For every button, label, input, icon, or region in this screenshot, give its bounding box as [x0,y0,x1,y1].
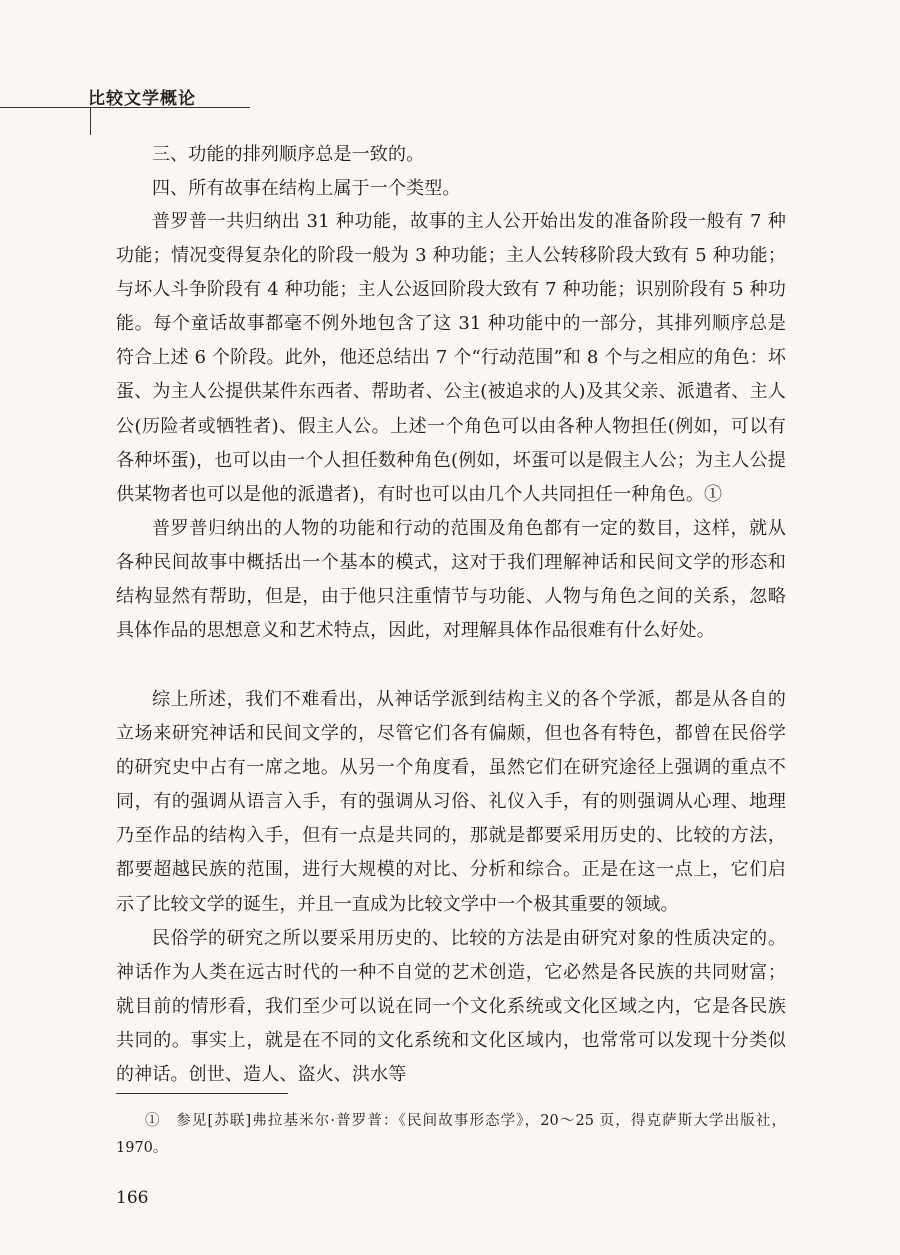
footnote: ① 参见[苏联]弗拉基米尔·普罗普：《民间故事形态学》，20～25 页，得克萨斯大学出版社，1970。 [116,1113,786,1156]
paragraph-folklore-method: 民俗学的研究之所以要采用历史的、比较的方法是由研究对象的性质决定的。神话作为人类在远古时代的一种不自觉的艺术创造，它必然是各民族的共同财富；就目前的情形看，我们至少可以说在同一个文化系统或文化区域之内，它是各民族共同的。事实上，就是在不同的文化系统和文化区域内，也常常可以发现十分类似的神话。创世、造人、盗火、洪水等 [116,928,786,1086]
paragraph-item-3: 三、功能的排列顺序总是一致的。 [152,144,425,165]
running-header: 比较文学概论 [88,89,196,109]
header-vertical-rule [90,107,91,135]
paragraph-propp-functions: 普罗普一共归纳出 31 种功能，故事的主人公开始出发的准备阶段一般有 7 种功能；情况变得复杂化的阶段一般为 3 种功能；主人公转移阶段大致有 5 种功能；与坏人斗争阶段有 4 种功能；主人公返回阶段大致有 7 种功能；识别阶段有 5 种功能。每个童话故事都毫不例外地包含了这 31 种功能中的一部分，其排列顺序总是符合上述 6 个阶段。此外，他还总结出 7 个“行动范围”和 8 个与之相应的角色：坏蛋、为主人公提供某件东西者、帮助者、公主(被追求的人)及其父亲、派遣者、主人公(历险者或牺牲者)、假主人公。上述一个角色可以由各种人物担任(例如，可以有各种坏蛋)，也可以由一个人担任数种角色(例如，坏蛋可以是假主人公；为主人公提供某物者也可以是他的派遣者)，有时也可以由几个人共同担任一种角色。① [116,211,786,505]
paragraph-summary: 综上所述，我们不难看出，从神话学派到结构主义的各个学派，都是从各自的立场来研究神话和民间文学的，尽管它们各有偏颇，但也各有特色，都曾在民俗学的研究史中占有一席之地。从另一个角度看，虽然它们在研究途径上强调的重点不同，有的强调从语言入手，有的强调从习俗、礼仪入手，有的则强调从心理、地理乃至作品的结构入手，但有一点是共同的，那就是都要采用历史的、比较的方法，都要超越民族的范围，进行大规模的对比、分析和综合。正是在这一点上，它们启示了比较文学的诞生，并且一直成为比较文学中一个极其重要的领域。 [116,689,786,915]
paragraph-propp-evaluation: 普罗普归纳出的人物的功能和行动的范围及角色都有一定的数目，这样，就从各种民间故事中概括出一个基本的模式，这对于我们理解神话和民间文学的形态和结构显然有帮助，但是，由于他只注重情节与功能、人物与角色之间的关系，忽略具体作品的思想意义和艺术特点，因此，对理解具体作品很难有什么好处。 [116,518,786,642]
page-number: 166 [116,1188,149,1208]
footnote-rule [116,1093,288,1094]
paragraph-item-4: 四、所有故事在结构上属于一个类型。 [152,178,461,199]
header-rule [0,107,250,108]
